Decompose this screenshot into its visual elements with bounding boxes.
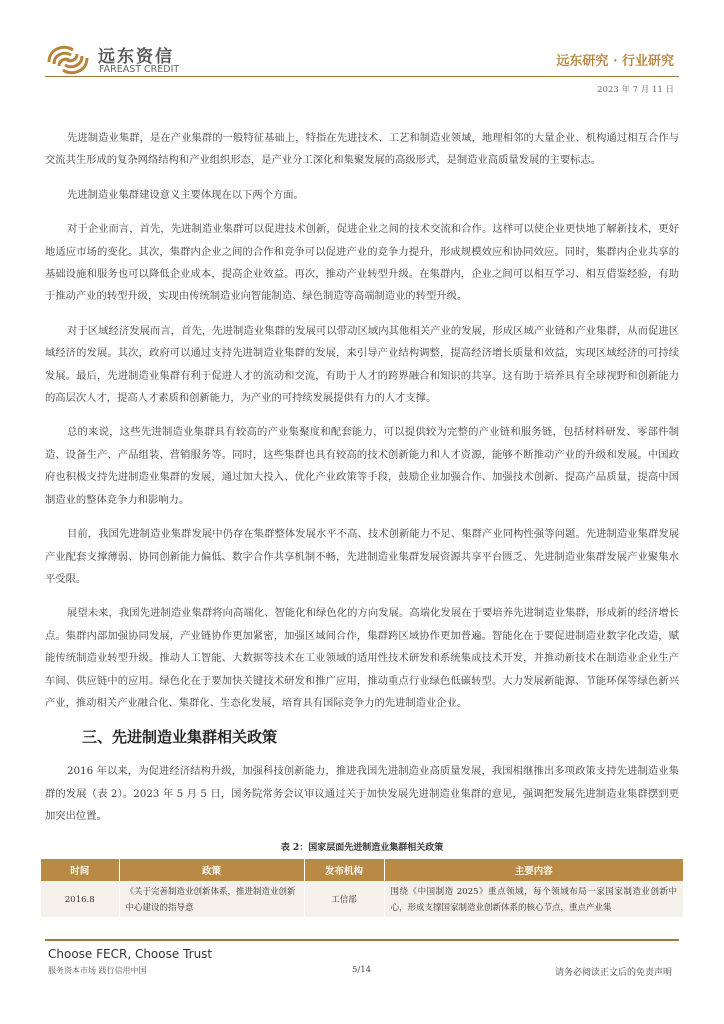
cell-policy: 《关于完善制造业创新体系，推进制造业创新中心建设的指导意	[119, 881, 304, 917]
page-number: 5/14	[352, 965, 372, 975]
table-header-row	[41, 859, 683, 881]
table-row	[41, 881, 683, 917]
logo-chinese-name: 远东资信	[98, 47, 174, 67]
main-content	[45, 127, 679, 917]
paragraph-significance-intro: 先进制造业集群建设意义主要体现在以下两个方面。	[67, 188, 304, 201]
fareast-logo-icon	[44, 40, 92, 80]
page-header	[0, 0, 724, 100]
cell-time: 2016.8	[41, 881, 119, 917]
column-header-org: 发布机构	[304, 859, 384, 881]
footer-disclaimer: 请务必阅读正文后的免责声明	[554, 968, 672, 978]
paragraph-policy-overview: 2016 年以来，为促进经济结构升级，加强科技创新能力，推进我国先进制造业高质量发展，我国相继推出多项政策支持先进制造业集群的发展（表 2）。2023 年 5 月 5 日，国务院常务会议审议通过关于加快发展先进制造业集群的意见，强调把发展先进制造业集群摆到更加突出位置。	[45, 765, 679, 823]
cell-org: 工信部	[304, 881, 384, 917]
column-header-time: 时间	[41, 859, 119, 881]
logo-english-name: FAREAST CREDIT	[99, 64, 180, 75]
paragraph-outlook: 展望未来，我国先进制造业集群将向高端化、智能化和绿色化的方向发展。高端化发展在于要培养先进制造业集群，形成新的经济增长点。集群内部加强协同发展，产业链协作更加紧密，加强区域间合作，集群跨区域协作更加普遍。智能化在于要促进制造业数字化改造，赋能传统制造业转型升级。推动人工智能、大数据等技术在工业领域的适用性技术研发和系统集成技术开发，并推动新技术在制造业企业生产车间、供应链中的应用。绿色化在于要加快关键技术研发和推广应用，推动重点行业绿色低碳转型。大力发展新能源、节能环保等绿色新兴产业，推动相关产业融合化、集群化、生态化发展，培育具有国际竞争力的先进制造业企业。	[45, 607, 679, 709]
header-divider	[45, 76, 679, 77]
cell-content: 围绕《中国制造 2025》重点领域，每个领域布局一家国家制造业创新中心，形成支撑国家制造业创新体系的核心节点，重点产业集	[384, 881, 683, 917]
report-date: 2023 年 7 月 11 日	[597, 85, 674, 95]
column-header-policy: 政策	[119, 859, 304, 881]
paragraph-regional-economy: 对于区域经济发展而言，首先，先进制造业集群的发展可以带动区域内其他相关产业的发展，形成区域产业链和产业集群，从而促进区域经济的发展。其次，政府可以通过支持先进制造业集群的发展，来引导产业结构调整，提高经济增长质量和效益，实现区域经济的可持续发展。最后，先进制造业集群有利于促进人才的流动和交流，有助于人才的跨界融合和知识的共享。这有助于培养具有全球视野和创新能力的高层次人才，提高人才素质和创新能力，为产业的可持续发展提供有力的人才支撑。	[45, 324, 679, 405]
footer-divider	[45, 939, 679, 941]
footer-tagline: 服务资本市场 践行信用中国	[48, 966, 147, 975]
paragraph-enterprise: 对于企业而言，首先，先进制造业集群可以促进技术创新，促进企业之间的技术交流和合作。这样可以使企业更快地了解新技术，更好地适应市场的变化。其次，集群内企业之间的合作和竞争可以促进产业的竞争力提升，形成规模效应和协同效应。同时，集群内企业共享的基础设施和服务也可以降低企业成本，提高企业效益。再次，推动产业转型升级。在集群内，企业之间可以相互学习、相互借鉴经验，有助于推动产业的转型升级，实现由传统制造业向智能制造、绿色制造等高端制造业的转型升级。	[45, 223, 679, 303]
table-caption: 表 2：国家层面先进制造业集群相关政策	[280, 842, 444, 853]
paragraph-summary: 总的来说，这些先进制造业集群具有较高的产业集聚度和配套能力，可以提供较为完整的产业链和服务链，包括材料研发、零部件制造、设备生产、产品组装、营销服务等。同时，这些集群也具有较高的技术创新能力和人才资源，能够不断推动产业的升级和发展。中国政府也积极支持先进制造业集群的发展，通过加大投入、优化产业政策等手段，鼓励企业加强合作、加强技术创新、提高产品质量，提高中国制造业的整体竞争力和影响力。	[45, 426, 679, 506]
policy-table	[41, 859, 683, 917]
column-header-content: 主要内容	[384, 859, 683, 881]
report-category: 远东研究 · 行业研究	[556, 54, 674, 69]
footer-slogan: Choose FECR, Choose Trust	[48, 947, 213, 961]
paragraph-definition: 先进制造业集群，是在产业集群的一般特征基础上，特指在先进技术、工艺和制造业领域，地理相邻的大量企业、机构通过相互合作与交流共生形成的复杂网络结构和产业组织形态，是产业分工深化和集聚发展的高级形式，是制造业高质量发展的主要标志。	[45, 132, 679, 167]
paragraph-current-issues: 目前，我国先进制造业集群发展中仍存在集群整体发展水平不高、技术创新能力不足、集群产业同构性强等问题。先进制造业集群发展产业配套支撑薄弱、协同创新能力偏低、数字合作共享机制不畅，先进制造业集群发展资源共享平台匮乏、先进制造业集群发展产业聚集水平受限。	[45, 528, 679, 585]
section-heading: 三、先进制造业集群相关政策	[82, 728, 278, 747]
